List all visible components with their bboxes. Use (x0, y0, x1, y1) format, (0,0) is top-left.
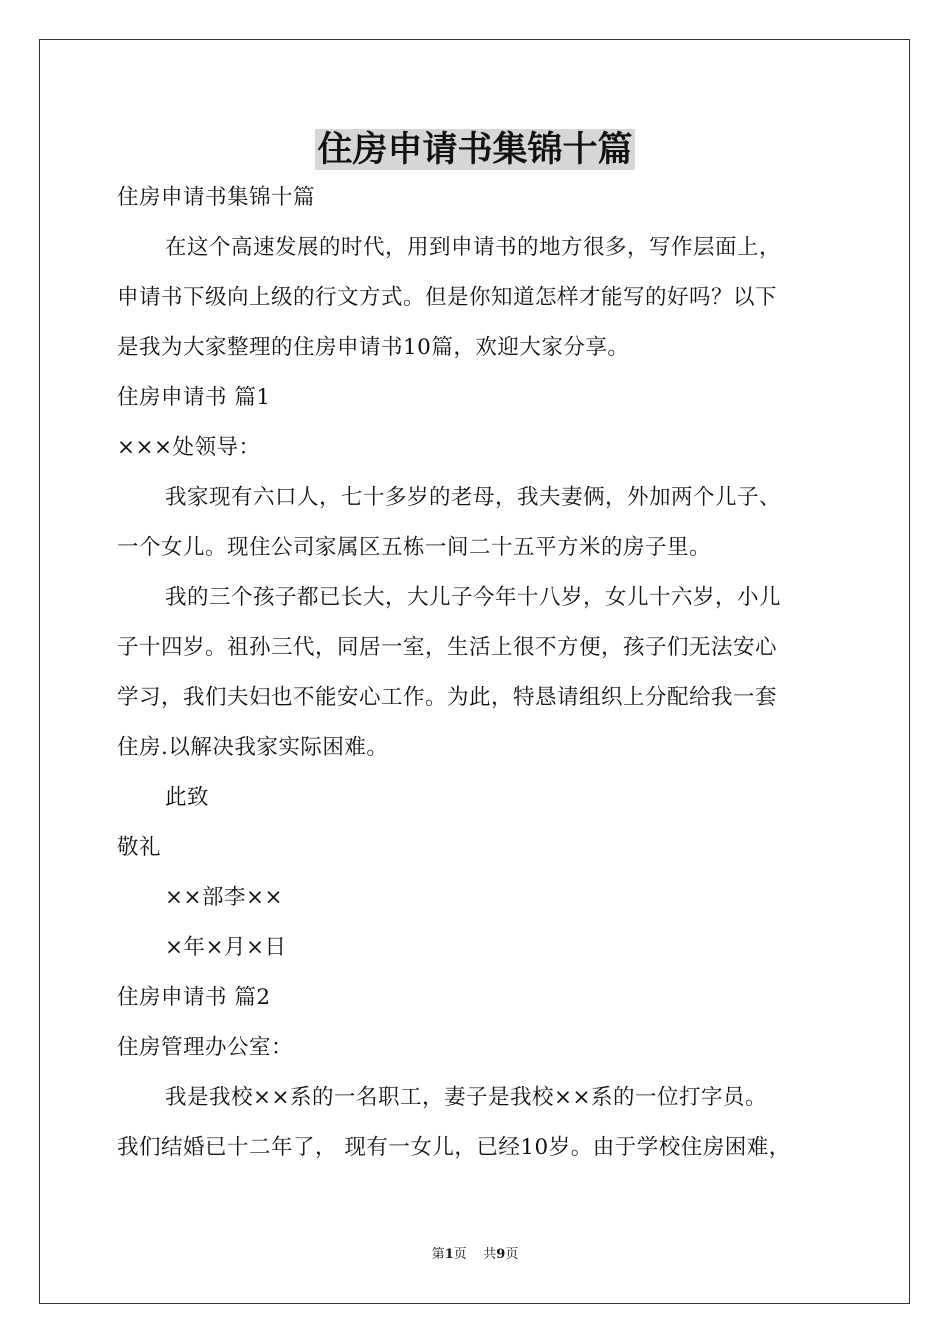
paragraph-line: 我们结婚已十二年了， 现有一女儿，已经10岁。由于学校住房困难， (117, 1135, 791, 1160)
paragraph-line: 是我为大家整理的住房申请书10篇，欢迎大家分享。 (117, 335, 630, 360)
document-title (0, 126, 950, 174)
footer-mid: 页 共 (453, 1247, 497, 1262)
salutation-line: 住房管理办公室： (117, 1035, 294, 1060)
footer-prefix: 第 (431, 1247, 445, 1262)
closing-line: 此致 (165, 785, 210, 810)
paragraph-line: 我是我校××系的一名职工，妻子是我校××系的一位打字员。 (165, 1085, 768, 1110)
paragraph-line: 学习，我们夫妇也不能安心工作。为此，特恳请组织上分配给我一套 (117, 685, 778, 710)
page-frame (39, 39, 910, 1304)
closing-line: 敬礼 (117, 835, 162, 860)
section-heading: 住房申请书 篇2 (117, 985, 271, 1010)
signature-line: ××部李×× (165, 885, 284, 910)
footer-page-total: 9 (496, 1247, 506, 1262)
paragraph-line: 我家现有六口人，七十多岁的老母，我夫妻俩，外加两个儿子、 (165, 485, 782, 510)
paragraph-line: 一个女儿。现住公司家属区五栋一间二十五平方米的房子里。 (117, 535, 712, 560)
section-heading: 住房申请书 篇1 (117, 385, 271, 410)
paragraph-line: 申请书下级向上级的行文方式。但是你知道怎样才能写的好吗？以下 (117, 285, 778, 310)
document-title-text: 住房申请书集锦十篇 (317, 129, 633, 170)
paragraph-line: 我的三个孩子都已长大，大儿子今年十八岁，女儿十六岁，小儿 (165, 585, 782, 610)
date-line: ×年×月×日 (165, 935, 287, 960)
paragraph-line: 子十四岁。祖孙三代，同居一室，生活上很不方便，孩子们无法安心 (117, 635, 778, 660)
subtitle-line: 住房申请书集锦十篇 (117, 185, 316, 210)
salutation-line: ×××处领导： (117, 435, 261, 460)
paragraph-line: 在这个高速发展的时代，用到申请书的地方很多，写作层面上， (165, 235, 782, 260)
footer-suffix: 页 (505, 1247, 519, 1262)
page-footer (0, 1246, 950, 1264)
paragraph-line: 住房.以解决我家实际困难。 (117, 735, 389, 760)
footer-page-current: 1 (444, 1247, 454, 1262)
